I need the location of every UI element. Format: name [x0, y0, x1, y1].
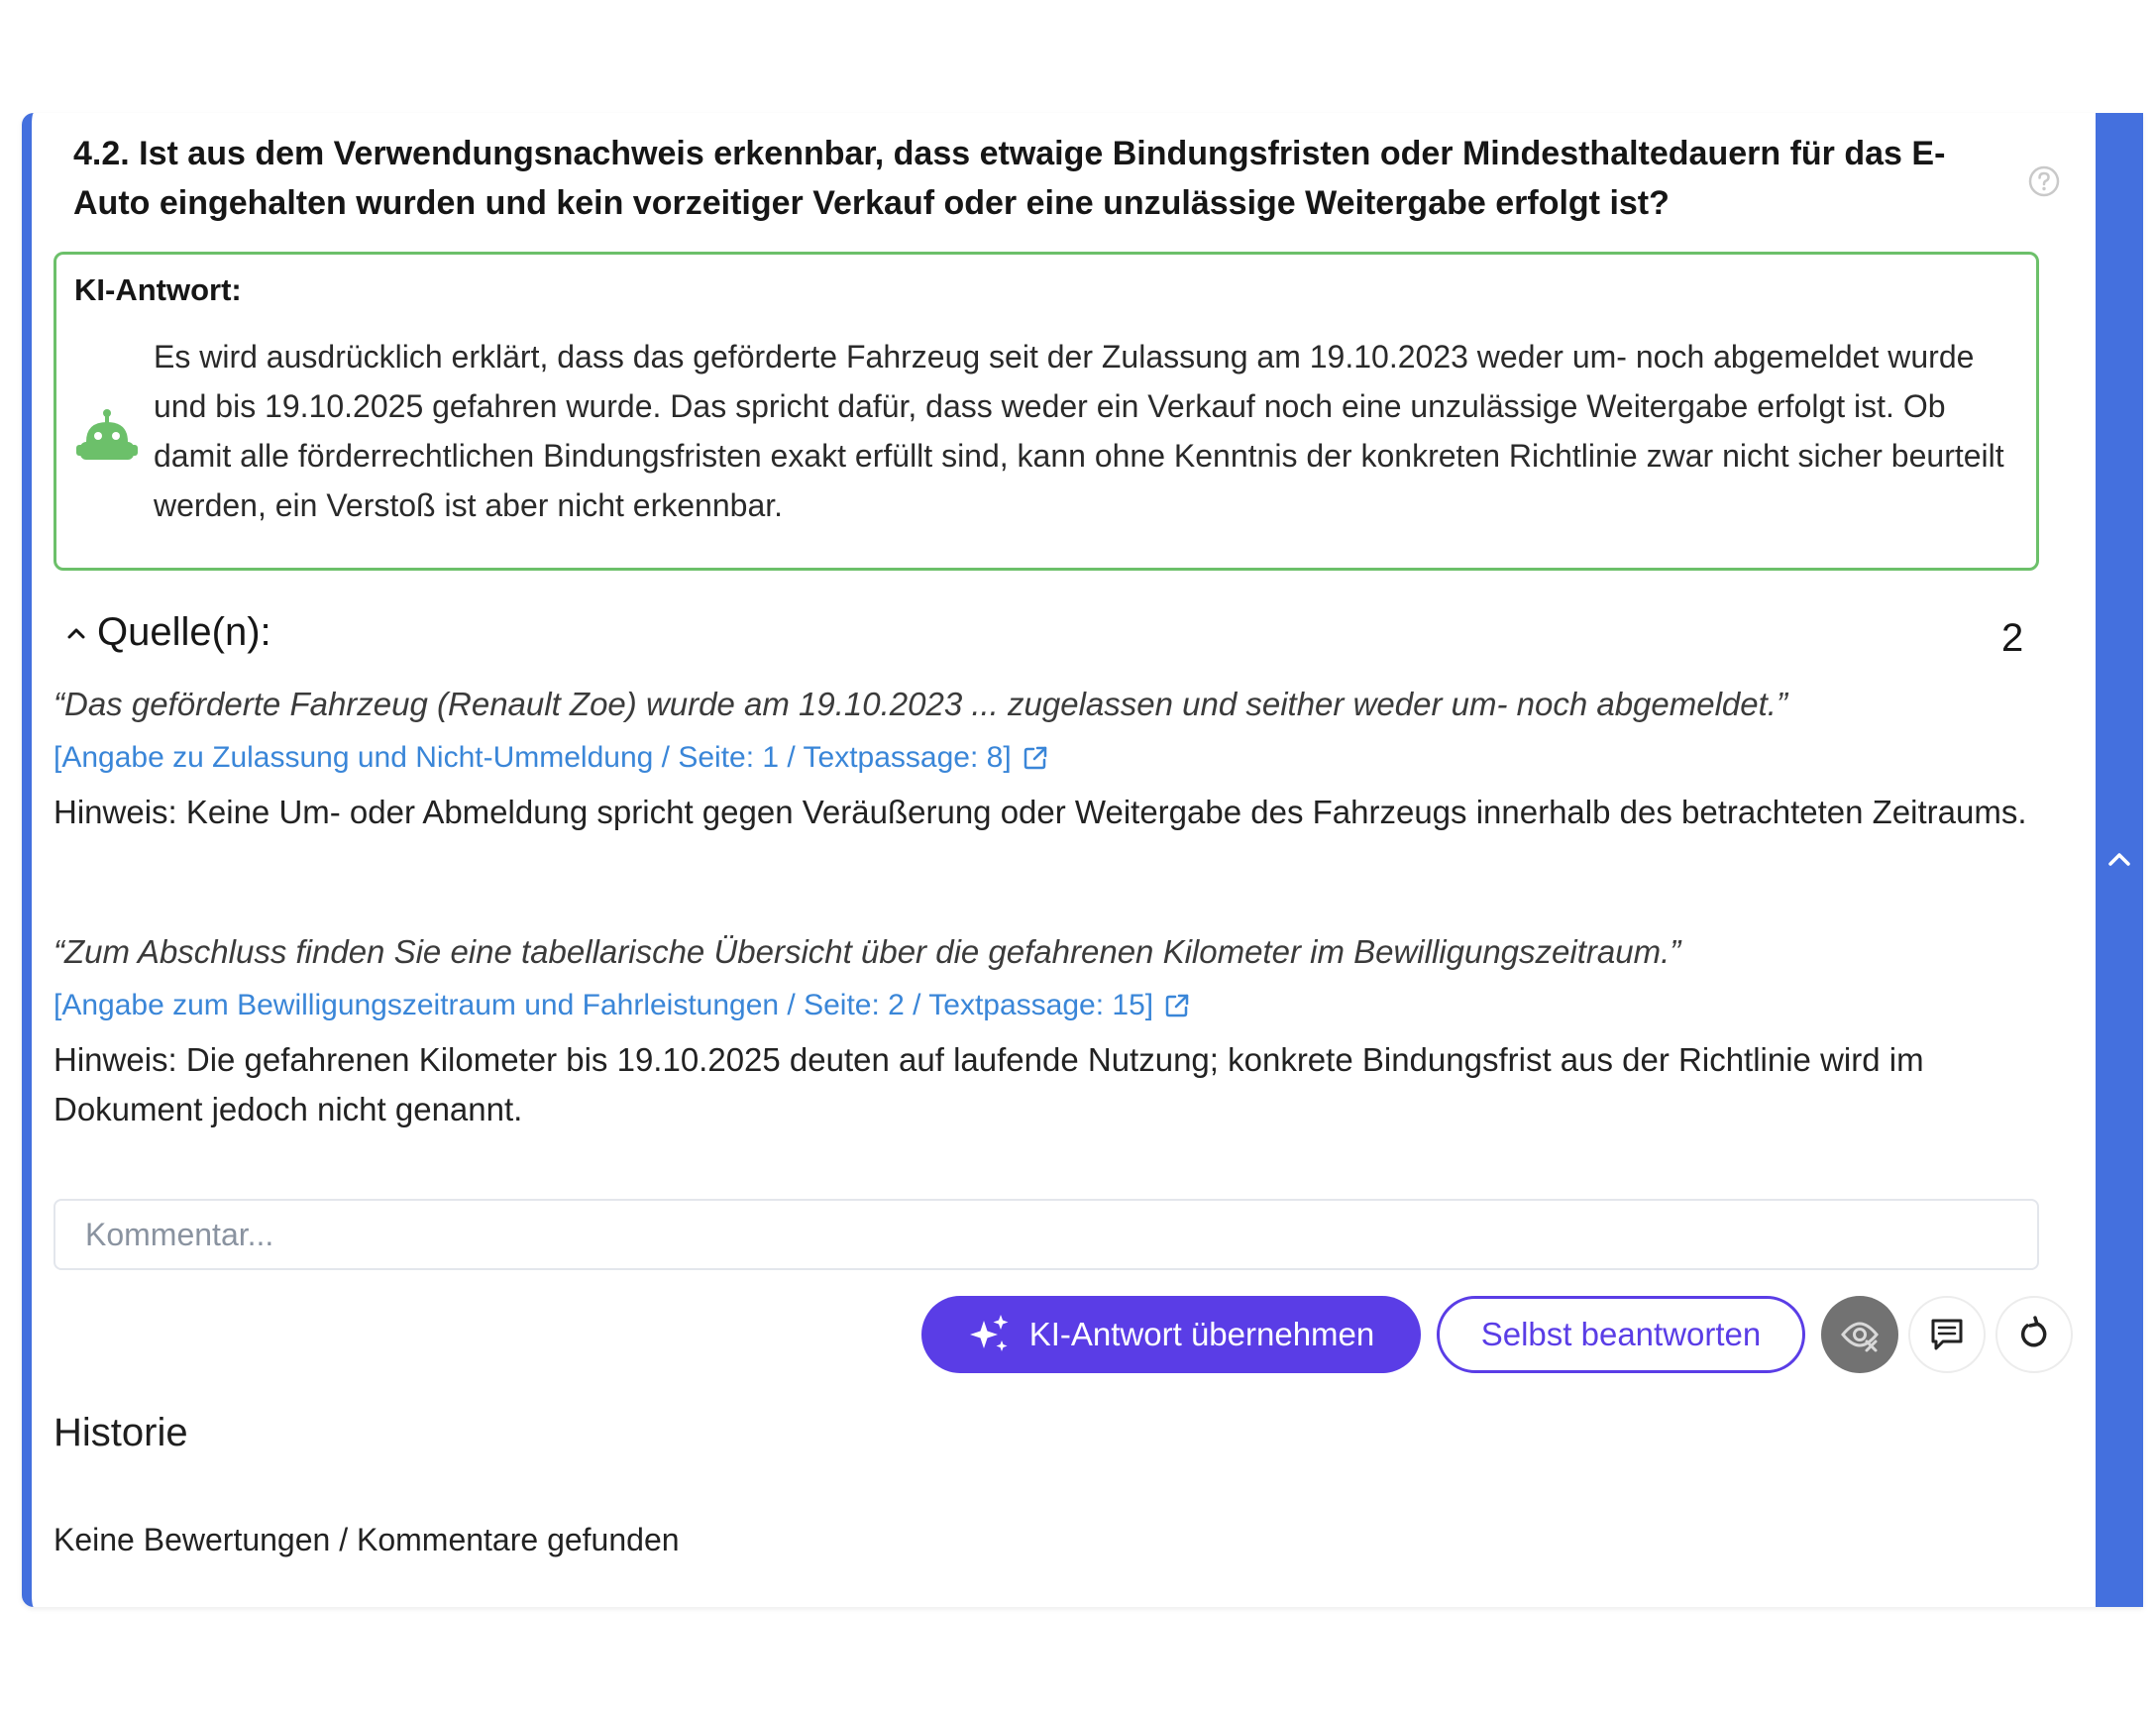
- accept-ai-answer-label: KI-Antwort übernehmen: [1028, 1316, 1375, 1352]
- ai-answer-box: [54, 252, 2039, 571]
- reset-button[interactable]: [1995, 1296, 2073, 1373]
- sparkle-icon: [968, 1313, 1012, 1356]
- question-title: 4.2. Ist aus dem Verwendungsnachweis erkennbar, dass etwaige Bindungsfristen oder Mindesthaltedauern für das E-Auto eingehalten wurden und kein vorzeitiger Verkauf oder eine unzulässige Weitergabe erfolgt ist?: [73, 135, 1946, 222]
- source-quote: “Das geförderte Fahrzeug (Renault Zoe) wurde am 19.10.2023 ... zugelassen und seither weder um- noch abgemeldet.”: [54, 686, 1787, 722]
- external-link-icon: [1163, 992, 1191, 1019]
- robot-icon: [76, 408, 138, 464]
- source-hint: Hinweis: Die gefahrenen Kilometer bis 19.10.2025 deuten auf laufende Nutzung; konkrete Bindungsfrist aus der Richtlinie wird im Dokument jedoch nicht genannt.: [54, 1041, 1924, 1127]
- history-title: Historie: [54, 1411, 188, 1454]
- source-quote: “Zum Abschluss finden Sie eine tabellarische Übersicht über die gefahrenen Kilometer im Bewilligungszeitraum.”: [54, 933, 1681, 970]
- source-reference-link[interactable]: [54, 741, 1049, 775]
- sources-toggle[interactable]: [65, 610, 271, 655]
- comment-icon: [1927, 1315, 1967, 1354]
- source-reference-link[interactable]: [54, 989, 1191, 1022]
- comment-input[interactable]: [54, 1199, 2039, 1270]
- ai-answer-title: KI-Antwort:: [74, 272, 242, 307]
- chevron-up-icon: [65, 622, 87, 644]
- history-empty-text: Keine Bewertungen / Kommentare gefunden: [54, 1522, 680, 1557]
- source-reference-text: [Angabe zum Bewilligungszeitraum und Fahrleistungen / Seite: 2 / Textpassage: 15]: [54, 989, 1154, 1021]
- question-card: [22, 113, 2143, 1607]
- self-answer-button[interactable]: Selbst beantworten: [1437, 1296, 1805, 1373]
- reset-icon: [2014, 1315, 2054, 1354]
- hide-button[interactable]: [1821, 1296, 1898, 1373]
- external-link-icon: [1022, 744, 1049, 772]
- sources-count: 2: [2001, 616, 2024, 660]
- sources-title: Quelle(n):: [97, 610, 271, 654]
- comment-button[interactable]: [1908, 1296, 1986, 1373]
- ai-answer-text: Es wird ausdrücklich erklärt, dass das geförderte Fahrzeug seit der Zulassung am 19.10.2023 weder um- noch abgemeldet wurde und bis 19.10.2025 gefahren wurde. Das spricht dafür, dass weder ein Verkauf noch eine unzulässige Weitergabe erfolgt ist. Ob damit alle förderrechtlichen Bindungsfristen exakt erfüllt sind, kann ohne Kenntnis der konkreten Richtlinie zwar nicht sicher beurteilt werden, ein Verstoß ist aber nicht erkennbar.: [154, 339, 2004, 523]
- source-hint: Hinweis: Keine Um- oder Abmeldung spricht gegen Veräußerung oder Weitergabe des Fahrzeugs innerhalb des betrachteten Zeitraums.: [54, 794, 2027, 830]
- chevron-up-icon: [2104, 845, 2134, 875]
- accept-ai-answer-button[interactable]: [921, 1296, 1421, 1373]
- eye-off-icon: [1840, 1315, 1880, 1354]
- source-reference-text: [Angabe zu Zulassung und Nicht-Ummeldung / Seite: 1 / Textpassage: 8]: [54, 741, 1012, 774]
- help-circle-icon[interactable]: [2027, 164, 2061, 198]
- collapse-rail[interactable]: [2096, 113, 2143, 1607]
